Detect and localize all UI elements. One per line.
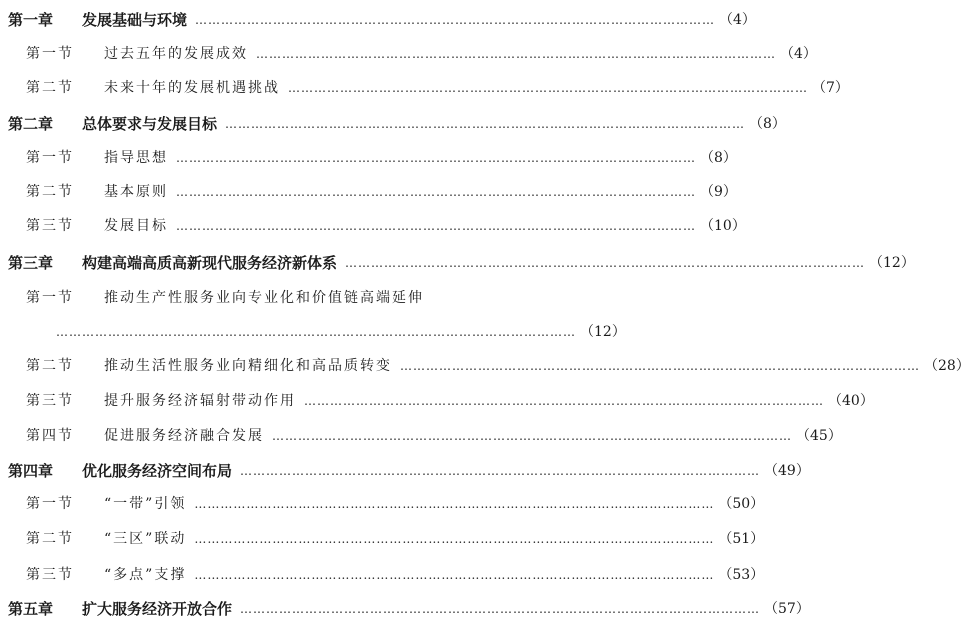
page-number: （40）	[828, 393, 874, 409]
toc-section-2-3[interactable]	[0, 210, 746, 240]
toc-chapter-2[interactable]	[0, 108, 786, 138]
toc-section-1-2[interactable]	[0, 72, 849, 102]
section-title: 指导思想	[104, 150, 168, 166]
section-title: 促进服务经济融合发展	[104, 428, 264, 444]
toc-section-4-3[interactable]	[0, 559, 765, 589]
section-number: 第一节	[26, 496, 74, 512]
chapter-title: 总体要求与发展目标	[82, 114, 218, 133]
section-number: 第二节	[26, 80, 74, 96]
dot-leader: …………………………………………………………………………………………………………	[304, 394, 824, 408]
section-number: 第一节	[26, 150, 74, 166]
dot-leader: …………………………………………………………………………………………………………	[194, 568, 715, 582]
dot-leader: …………………………………………………………………………………………………………	[256, 47, 776, 61]
section-number: 第二节	[26, 358, 74, 374]
section-title: “三区”联动	[104, 531, 187, 547]
page-number: （4）	[719, 12, 756, 28]
toc-chapter-3[interactable]	[0, 247, 915, 277]
page-number: （9）	[700, 184, 737, 200]
dot-leader: …………………………………………………………………………………………………………	[288, 81, 808, 95]
page-number: （10）	[700, 218, 746, 234]
chapter-title: 优化服务经济空间布局	[82, 461, 233, 480]
page-number: （51）	[718, 531, 765, 547]
dot-leader: …………………………………………………………………………………………………………	[176, 185, 696, 199]
section-title: 未来十年的发展机遇挑战	[104, 80, 280, 96]
section-title: 推动生活性服务业向精细化和高品质转变	[104, 358, 392, 374]
toc-section-3-2[interactable]	[0, 350, 970, 380]
page-number: （8）	[749, 116, 786, 132]
section-title: “一带”引领	[104, 496, 187, 512]
page-number: （4）	[780, 46, 817, 62]
chapter-number: 第五章	[8, 599, 54, 618]
dot-leader: …………………………………………………………………………………………………………	[345, 256, 866, 270]
toc-section-4-1[interactable]	[0, 488, 765, 518]
chapter-title: 发展基础与环境	[82, 10, 188, 29]
toc-section-1-1[interactable]	[0, 38, 817, 68]
section-number: 第三节	[26, 393, 74, 409]
chapter-number: 第一章	[8, 10, 54, 29]
dot-leader: …………………………………………………………………………………………………………	[194, 532, 715, 546]
toc-section-4-2[interactable]	[0, 523, 765, 553]
toc-section-2-1[interactable]	[0, 142, 737, 172]
section-number: 第四节	[26, 428, 74, 444]
dot-leader: …………………………………………………………………………………………………………	[240, 602, 761, 616]
dot-leader: …………………………………………………………………………………………………………	[240, 464, 761, 478]
dot-leader: …………………………………………………………………………………………………………	[225, 117, 746, 131]
page-number: （28）	[924, 358, 970, 374]
dot-leader: …………………………………………………………………………………………………………	[194, 497, 715, 511]
section-number: 第一节	[26, 46, 74, 62]
chapter-number: 第三章	[8, 253, 54, 272]
page-number: （8）	[700, 150, 737, 166]
page-number: （57）	[764, 601, 810, 617]
chapter-title: 构建高端高质高新现代服务经济新体系	[82, 253, 338, 272]
toc-chapter-4[interactable]	[0, 455, 810, 485]
dot-leader: …………………………………………………………………………………………………………	[176, 219, 696, 233]
dot-leader: …………………………………………………………………………………………………………	[195, 13, 716, 27]
page-number: （12）	[869, 255, 915, 271]
section-number: 第三节	[26, 218, 74, 234]
section-title: 过去五年的发展成效	[104, 46, 248, 62]
page-number: （53）	[718, 567, 765, 583]
page-number: （7）	[812, 80, 849, 96]
section-title: 推动生产性服务业向专业化和价值链高端延伸	[104, 290, 424, 306]
section-title: 提升服务经济辐射带动作用	[104, 393, 296, 409]
section-number: 第二节	[26, 184, 74, 200]
dot-leader: …………………………………………………………………………………………………………	[176, 151, 696, 165]
toc-section-3-4[interactable]	[0, 420, 842, 450]
dot-leader: …………………………………………………………………………………………………………	[400, 359, 920, 373]
section-number: 第三节	[26, 567, 74, 583]
dot-leader: …………………………………………………………………………………………………………	[272, 429, 792, 443]
toc-section-2-2[interactable]	[0, 176, 737, 206]
chapter-title: 扩大服务经济开放合作	[82, 599, 233, 618]
toc-chapter-1[interactable]	[0, 4, 756, 34]
section-title: “多点”支撑	[104, 567, 187, 583]
toc-section-3-1[interactable]	[0, 282, 545, 312]
section-title: 基本原则	[104, 184, 168, 200]
page-number: （12）	[580, 324, 626, 340]
page-number: （49）	[764, 463, 810, 479]
section-number: 第一节	[26, 290, 74, 306]
toc-section-3-3[interactable]	[0, 385, 874, 415]
chapter-number: 第四章	[8, 461, 54, 480]
section-title: 发展目标	[104, 218, 168, 234]
dot-leader: …………………………………………………………………………………………………………	[56, 325, 576, 339]
chapter-number: 第二章	[8, 114, 54, 133]
toc-chapter-5[interactable]	[0, 593, 810, 623]
section-number: 第二节	[26, 531, 74, 547]
toc-section-3-1-continuation[interactable]	[0, 316, 626, 346]
page-number: （50）	[718, 496, 765, 512]
page-number: （45）	[796, 428, 842, 444]
